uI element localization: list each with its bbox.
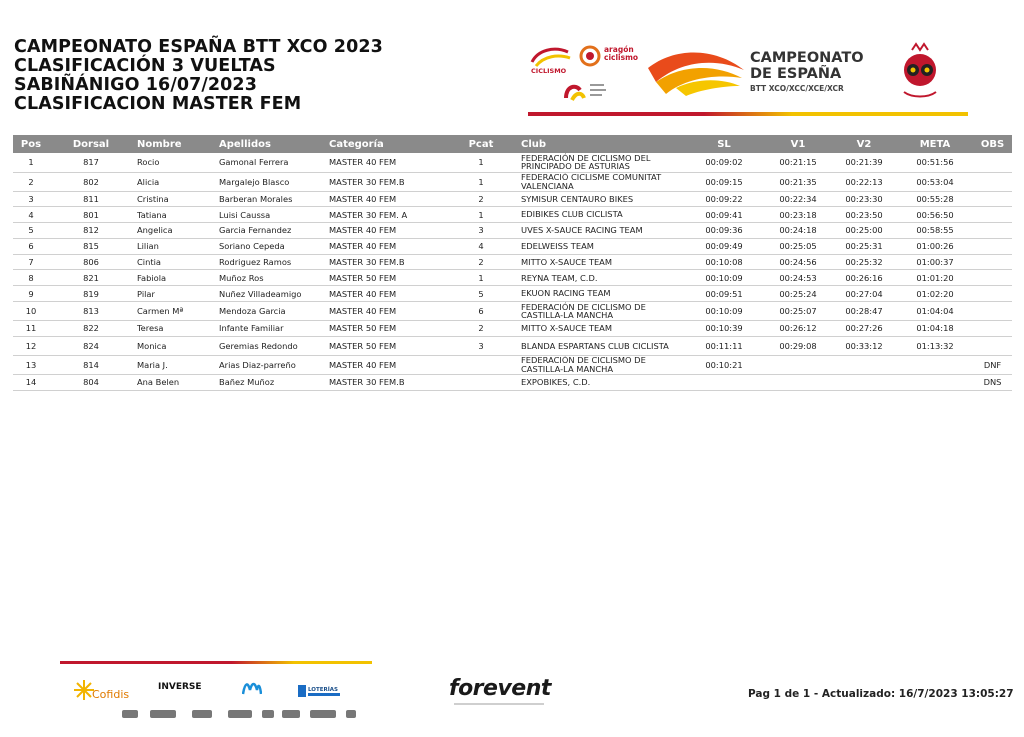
table-row	[13, 223, 1012, 239]
header-color-bar	[528, 112, 968, 116]
table-row	[13, 321, 1012, 337]
cell-dorsal: 817	[49, 153, 133, 172]
table-row	[13, 286, 1012, 302]
cell-nombre: Tatiana	[133, 207, 215, 223]
cell-v1: 00:25:05	[765, 238, 831, 254]
cell-pcat: 1	[445, 153, 517, 172]
column-header-apellidos: Apellidos	[215, 135, 325, 153]
cell-nombre: Angelica	[133, 223, 215, 239]
results-table	[13, 135, 1012, 391]
cell-nombre: Carmen Mª	[133, 302, 215, 321]
cell-meta: 00:58:55	[897, 223, 973, 239]
cell-obs	[973, 321, 1012, 337]
cell-v2: 00:23:30	[831, 191, 897, 207]
cell-sl: 00:09:15	[683, 172, 765, 191]
table-row	[13, 172, 1012, 191]
cell-pos: 13	[13, 355, 49, 374]
cell-obs	[973, 223, 1012, 239]
cofidis-logo-icon	[74, 678, 130, 708]
cell-nombre: Cintia	[133, 254, 215, 270]
cell-v2: 00:27:04	[831, 286, 897, 302]
sponsor-logos	[66, 670, 366, 726]
cell-categoria: MASTER 40 FEM	[325, 302, 445, 321]
cell-meta: 01:04:04	[897, 302, 973, 321]
sponsor-mark	[150, 710, 176, 718]
cell-nombre: Teresa	[133, 321, 215, 337]
cell-sl: 00:10:08	[683, 254, 765, 270]
cell-obs	[973, 302, 1012, 321]
cell-pos: 2	[13, 172, 49, 191]
cell-obs	[973, 191, 1012, 207]
cell-apellidos: Gamonal Ferrera	[215, 153, 325, 172]
cell-sl: 00:10:09	[683, 302, 765, 321]
cell-sl: 00:09:02	[683, 153, 765, 172]
cell-v1: 00:24:53	[765, 270, 831, 286]
cell-pcat: 3	[445, 223, 517, 239]
cell-v1	[765, 374, 831, 390]
column-header-v1: V1	[765, 135, 831, 153]
sponsor-mark	[262, 710, 274, 718]
footer-color-bar	[60, 661, 372, 664]
sponsor-mark	[192, 710, 212, 718]
cell-pcat: 4	[445, 238, 517, 254]
cell-club: MITTO X-SAUCE TEAM	[517, 321, 683, 337]
table-row	[13, 207, 1012, 223]
cell-club: EDIBIKES CLUB CICLISTA	[517, 207, 683, 223]
cell-club: SYMISUR CENTAURO BIKES	[517, 191, 683, 207]
cell-club: FEDERACIÓN DE CICLISMO DE CASTILLA-LA MANCHA	[517, 355, 683, 374]
cell-pcat: 2	[445, 321, 517, 337]
cell-v1: 00:29:08	[765, 336, 831, 355]
table-row	[13, 374, 1012, 390]
cell-v1: 00:22:34	[765, 191, 831, 207]
cell-apellidos: Bañez Muñoz	[215, 374, 325, 390]
cell-meta: 01:04:18	[897, 321, 973, 337]
cell-pos: 4	[13, 207, 49, 223]
cell-meta: 01:01:20	[897, 270, 973, 286]
sponsor-mark	[310, 710, 336, 718]
cell-club: MITTO X-SAUCE TEAM	[517, 254, 683, 270]
cell-v2: 00:25:32	[831, 254, 897, 270]
cell-apellidos: Muñoz Ros	[215, 270, 325, 286]
cell-obs	[973, 286, 1012, 302]
cell-dorsal: 804	[49, 374, 133, 390]
cell-apellidos: Garcia Fernandez	[215, 223, 325, 239]
cell-obs	[973, 270, 1012, 286]
cell-categoria: MASTER 40 FEM	[325, 223, 445, 239]
csd-logo-icon	[562, 80, 610, 104]
cell-sl	[683, 374, 765, 390]
table-row	[13, 238, 1012, 254]
loterias-logo-icon	[298, 684, 342, 698]
column-header-obs: OBS	[973, 135, 1012, 153]
cell-sl: 00:09:51	[683, 286, 765, 302]
cell-dorsal: 813	[49, 302, 133, 321]
cell-nombre: Ana Belen	[133, 374, 215, 390]
rfec-logo-text: CICLISMO	[531, 67, 567, 75]
sponsor-mark	[282, 710, 300, 718]
title-line-venue-date: SABIÑÁNIGO 16/07/2023	[14, 75, 257, 95]
cell-obs	[973, 238, 1012, 254]
cell-dorsal: 806	[49, 254, 133, 270]
cell-pos: 12	[13, 336, 49, 355]
sponsor-mark	[346, 710, 356, 718]
cell-v2: 00:23:50	[831, 207, 897, 223]
column-header-club: Club	[517, 135, 683, 153]
table-row	[13, 153, 1012, 172]
cell-sl: 00:09:49	[683, 238, 765, 254]
cell-nombre: Maria J.	[133, 355, 215, 374]
cell-v1: 00:21:35	[765, 172, 831, 191]
cell-sl: 00:11:11	[683, 336, 765, 355]
cell-meta: 01:13:32	[897, 336, 973, 355]
cell-pos: 9	[13, 286, 49, 302]
document-title	[14, 38, 383, 114]
cell-pcat: 1	[445, 270, 517, 286]
cell-v2: 00:25:31	[831, 238, 897, 254]
cell-v1: 00:21:15	[765, 153, 831, 172]
cell-obs	[973, 207, 1012, 223]
sponsor-mark	[122, 710, 138, 718]
cell-nombre: Pilar	[133, 286, 215, 302]
sabinanigo-mascot-icon	[898, 42, 942, 104]
cell-pcat: 1	[445, 172, 517, 191]
cell-obs: DNF	[973, 355, 1012, 374]
cell-categoria: MASTER 50 FEM	[325, 321, 445, 337]
cell-categoria: MASTER 40 FEM	[325, 286, 445, 302]
column-header-meta: META	[897, 135, 973, 153]
cell-v1: 00:24:18	[765, 223, 831, 239]
cell-apellidos: Rodriguez Ramos	[215, 254, 325, 270]
cell-dorsal: 821	[49, 270, 133, 286]
cell-obs	[973, 336, 1012, 355]
cell-categoria: MASTER 40 FEM	[325, 238, 445, 254]
movistar-logo-icon	[242, 680, 262, 696]
table-row	[13, 254, 1012, 270]
cell-sl: 00:09:41	[683, 207, 765, 223]
cell-dorsal: 815	[49, 238, 133, 254]
cell-pcat: 1	[445, 207, 517, 223]
column-header-pcat: Pcat	[445, 135, 517, 153]
cell-club: BLANDA ESPARTANS CLUB CICLISTA	[517, 336, 683, 355]
cell-nombre: Rocio	[133, 153, 215, 172]
cell-pos: 7	[13, 254, 49, 270]
loterias-logo-text: LOTERÍAS	[308, 687, 338, 693]
table-row	[13, 270, 1012, 286]
table-header-row	[13, 135, 1012, 153]
cell-pos: 6	[13, 238, 49, 254]
cell-club: FEDERACIÓN DE CICLISMO DE CASTILLA-LA MANCHA	[517, 302, 683, 321]
cell-apellidos: Geremias Redondo	[215, 336, 325, 355]
cell-nombre: Monica	[133, 336, 215, 355]
cell-dorsal: 824	[49, 336, 133, 355]
cell-categoria: MASTER 50 FEM	[325, 270, 445, 286]
cell-meta: 01:00:37	[897, 254, 973, 270]
cell-v2: 00:25:00	[831, 223, 897, 239]
cell-pos: 8	[13, 270, 49, 286]
cell-v1: 00:23:18	[765, 207, 831, 223]
cell-apellidos: Luisi Caussa	[215, 207, 325, 223]
cell-club: FEDERACIÓ CICLISME COMUNITAT VALENCIANA	[517, 172, 683, 191]
campeonato-swoosh-icon	[646, 48, 746, 98]
title-line-championship: CAMPEONATO ESPAÑA BTT XCO 2023	[14, 37, 383, 57]
cell-dorsal: 802	[49, 172, 133, 191]
cell-club: EDELWEISS TEAM	[517, 238, 683, 254]
column-header-nombre: Nombre	[133, 135, 215, 153]
cell-categoria: MASTER 40 FEM	[325, 153, 445, 172]
cell-pos: 5	[13, 223, 49, 239]
table-row	[13, 336, 1012, 355]
cell-apellidos: Arias Diaz-parreño	[215, 355, 325, 374]
table-row	[13, 355, 1012, 374]
column-header-categoria: Categoría	[325, 135, 445, 153]
cell-pos: 1	[13, 153, 49, 172]
cell-categoria: MASTER 30 FEM. A	[325, 207, 445, 223]
cell-apellidos: Soriano Cepeda	[215, 238, 325, 254]
cell-pos: 14	[13, 374, 49, 390]
cell-apellidos: Mendoza Garcia	[215, 302, 325, 321]
cell-sl: 00:09:36	[683, 223, 765, 239]
cell-v2: 00:28:47	[831, 302, 897, 321]
cell-dorsal: 814	[49, 355, 133, 374]
campeonato-espana-logo-text: CAMPEONATO DE ESPAÑA	[750, 50, 864, 82]
cell-apellidos: Nuñez Villadeamigo	[215, 286, 325, 302]
cell-pos: 3	[13, 191, 49, 207]
cell-meta	[897, 355, 973, 374]
cell-categoria: MASTER 30 FEM.B	[325, 374, 445, 390]
cell-categoria: MASTER 30 FEM.B	[325, 172, 445, 191]
cell-v2: 00:21:39	[831, 153, 897, 172]
cell-obs: DNS	[973, 374, 1012, 390]
cell-dorsal: 819	[49, 286, 133, 302]
column-header-sl: SL	[683, 135, 765, 153]
forevent-underline	[454, 703, 544, 705]
cell-club: EKUON RACING TEAM	[517, 286, 683, 302]
cell-v2	[831, 355, 897, 374]
cell-sl: 00:09:22	[683, 191, 765, 207]
cell-club: FEDERACIÓN DE CICLISMO DEL PRINCIPADO DE ASTURIAS	[517, 153, 683, 172]
cell-pos: 10	[13, 302, 49, 321]
title-line-category: CLASIFICACION MASTER FEM	[14, 94, 302, 114]
cell-apellidos: Infante Familiar	[215, 321, 325, 337]
inverse-logo-text: INVERSE	[158, 682, 202, 692]
cell-sl: 00:10:09	[683, 270, 765, 286]
cell-nombre: Fabiola	[133, 270, 215, 286]
cell-nombre: Cristina	[133, 191, 215, 207]
cell-categoria: MASTER 40 FEM	[325, 355, 445, 374]
campeonato-disciplines-text: BTT XCO/XCC/XCE/XCR	[750, 84, 844, 93]
column-header-v2: V2	[831, 135, 897, 153]
cell-obs	[973, 153, 1012, 172]
cell-apellidos: Barberan Morales	[215, 191, 325, 207]
cell-dorsal: 811	[49, 191, 133, 207]
cell-v1: 00:26:12	[765, 321, 831, 337]
cell-club: EXPOBIKES, C.D.	[517, 374, 683, 390]
forevent-logo-text: forevent	[449, 676, 551, 701]
cell-dorsal: 812	[49, 223, 133, 239]
cell-meta	[897, 374, 973, 390]
cell-sl: 00:10:21	[683, 355, 765, 374]
cell-meta: 00:51:56	[897, 153, 973, 172]
cell-dorsal: 801	[49, 207, 133, 223]
cell-meta: 00:53:04	[897, 172, 973, 191]
column-header-pos: Pos	[13, 135, 49, 153]
cell-categoria: MASTER 30 FEM.B	[325, 254, 445, 270]
cell-v2: 00:33:12	[831, 336, 897, 355]
page-info: Pag 1 de 1 - Actualizado: 16/7/2023 13:05:27	[748, 688, 1014, 700]
table-row	[13, 302, 1012, 321]
table-row	[13, 191, 1012, 207]
cell-meta: 00:56:50	[897, 207, 973, 223]
cell-apellidos: Margalejo Blasco	[215, 172, 325, 191]
cell-club: UVES X-SAUCE RACING TEAM	[517, 223, 683, 239]
cell-v1	[765, 355, 831, 374]
cell-v2: 00:22:13	[831, 172, 897, 191]
cell-v2	[831, 374, 897, 390]
cell-pcat: 6	[445, 302, 517, 321]
cell-v1: 00:25:24	[765, 286, 831, 302]
cell-pcat: 5	[445, 286, 517, 302]
cell-pcat: 2	[445, 191, 517, 207]
cell-obs	[973, 254, 1012, 270]
cell-nombre: Lilian	[133, 238, 215, 254]
cell-v2: 00:27:26	[831, 321, 897, 337]
cell-v2: 00:26:16	[831, 270, 897, 286]
cell-meta: 01:00:26	[897, 238, 973, 254]
cell-meta: 01:02:20	[897, 286, 973, 302]
cell-pcat: 2	[445, 254, 517, 270]
cell-categoria: MASTER 50 FEM	[325, 336, 445, 355]
cell-v1: 00:24:56	[765, 254, 831, 270]
cell-pos: 11	[13, 321, 49, 337]
cell-nombre: Alicia	[133, 172, 215, 191]
cell-categoria: MASTER 40 FEM	[325, 191, 445, 207]
title-line-classification: CLASIFICACIÓN 3 VUELTAS	[14, 56, 276, 76]
cell-club: REYNA TEAM, C.D.	[517, 270, 683, 286]
cell-pcat	[445, 355, 517, 374]
cell-obs	[973, 172, 1012, 191]
cell-pcat	[445, 374, 517, 390]
column-header-dorsal: Dorsal	[49, 135, 133, 153]
cell-v1: 00:25:07	[765, 302, 831, 321]
sponsor-mark	[228, 710, 252, 718]
cell-meta: 00:55:28	[897, 191, 973, 207]
cell-pcat: 3	[445, 336, 517, 355]
cell-sl: 00:10:39	[683, 321, 765, 337]
cofidis-logo-text: Cofidis	[92, 688, 130, 701]
cell-dorsal: 822	[49, 321, 133, 337]
aragon-ciclismo-text: aragón ciclismo	[604, 45, 639, 62]
